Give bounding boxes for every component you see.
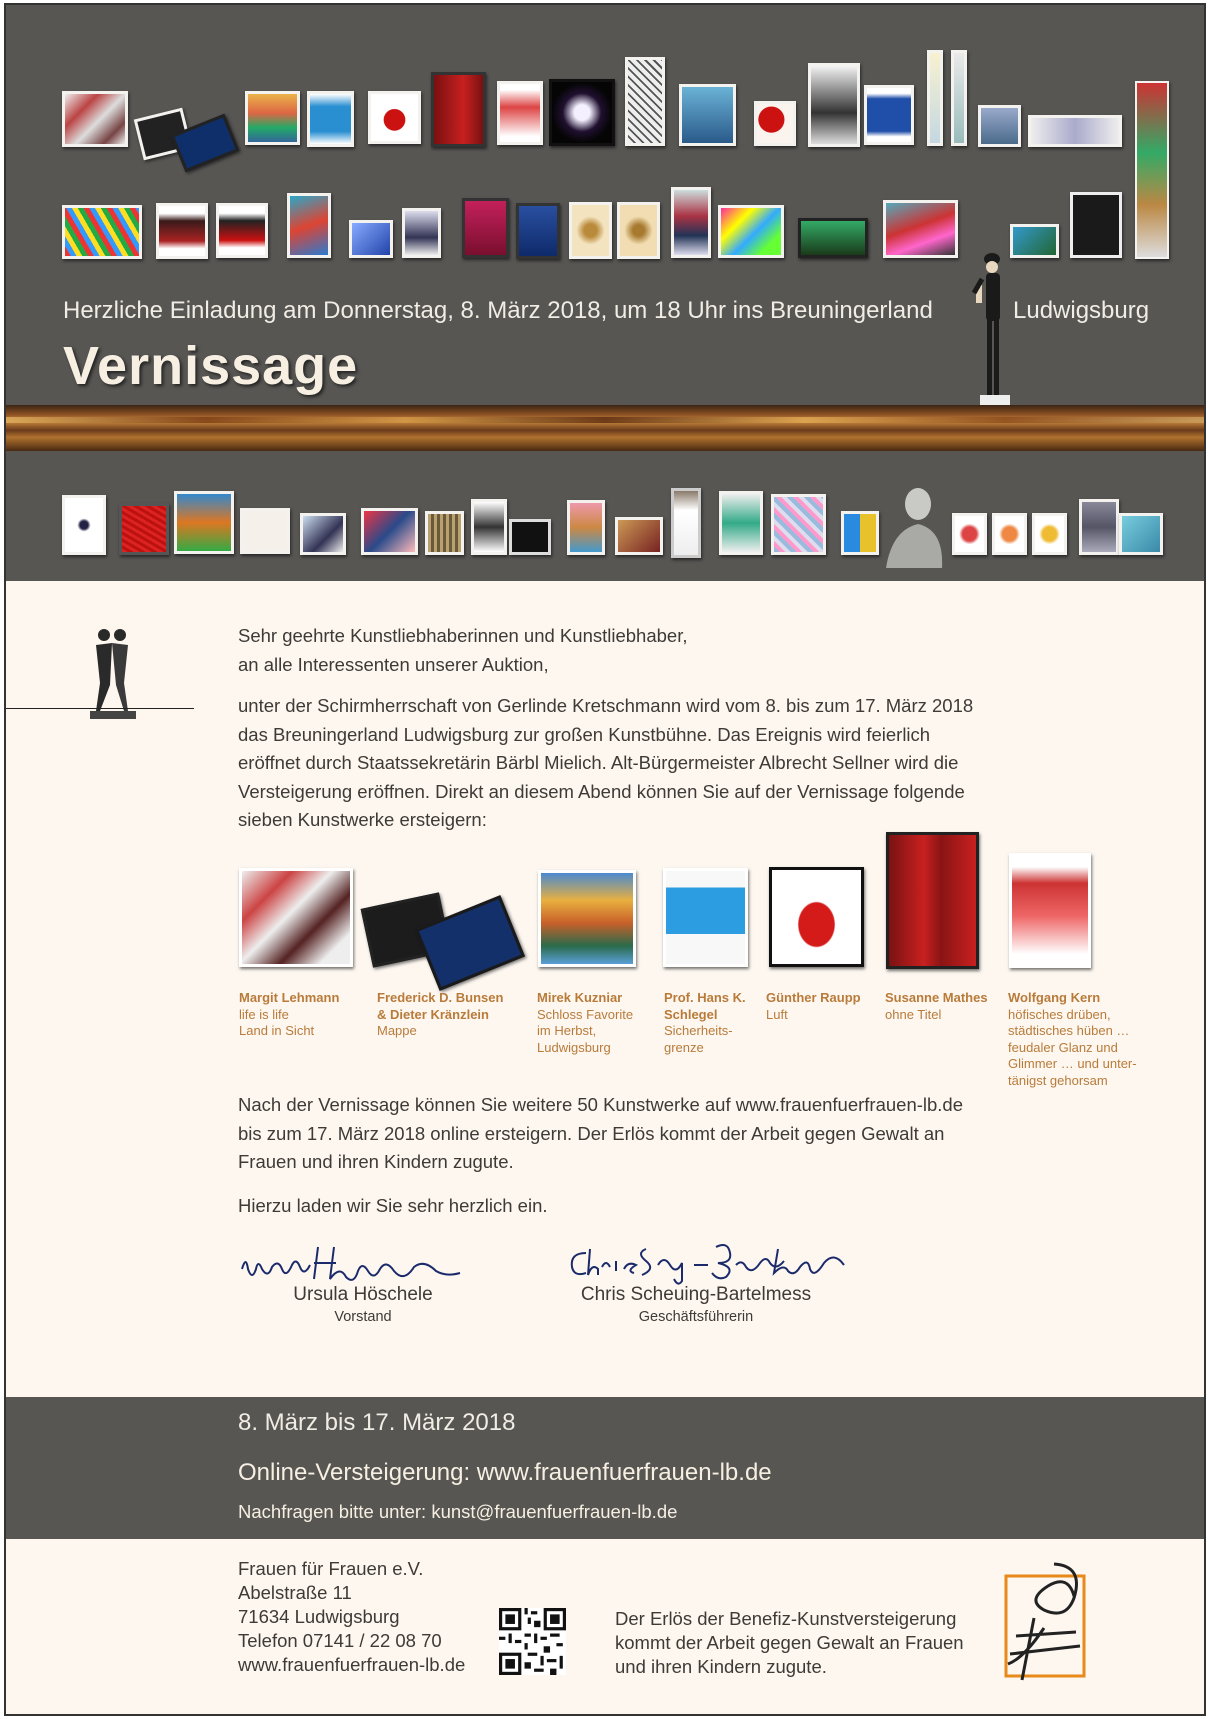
artwork-thumbnail bbox=[719, 491, 763, 555]
artwork-thumbnail bbox=[617, 202, 660, 259]
artwork-thumbnail bbox=[156, 203, 208, 259]
paragraph-line: Nach der Vernissage können Sie weitere 50 Kunstwerke auf www.frauenfuerfrauen-lb.de bbox=[238, 1094, 964, 1115]
online-auction-link[interactable]: Online-Versteigerung: www.frauenfuerfrauen-lb.de bbox=[238, 1459, 772, 1486]
artwork-title: Ludwigsburg bbox=[537, 1039, 611, 1055]
artist-name: Wolfgang Kern bbox=[1008, 990, 1101, 1005]
caption-mathes bbox=[885, 990, 988, 1023]
caption-lehmann bbox=[239, 990, 339, 1040]
address-line: Frauen für Frauen e.V. bbox=[238, 1558, 424, 1579]
artwork-title: Luft bbox=[766, 1006, 788, 1022]
artwork-thumbnail bbox=[1070, 192, 1122, 258]
artwork-thumbnail bbox=[62, 91, 128, 147]
artwork-thumbnail bbox=[927, 50, 943, 146]
artwork-thumbnail bbox=[1028, 115, 1122, 147]
artwork-thumbnail bbox=[516, 203, 560, 259]
paragraph-line: eröffnet durch Staatssekretärin Bärbl Mielich. Alt-Bürgermeister Albrecht Sellner wird die bbox=[238, 752, 959, 774]
artwork-thumbnail bbox=[368, 91, 421, 144]
artwork-title: Glimmer … und unter- bbox=[1008, 1056, 1137, 1071]
greeting-line: an alle Interessenten unserer Auktion, bbox=[238, 653, 549, 675]
artwork-thumbnail bbox=[425, 511, 464, 555]
city-label: Ludwigsburg bbox=[1013, 297, 1150, 324]
page-title: Vernissage bbox=[63, 336, 359, 396]
artwork-thumbnail bbox=[240, 508, 290, 554]
artwork-thumbnail bbox=[509, 519, 551, 555]
artwork-image-schlegel bbox=[663, 868, 748, 967]
caption-kuzniar bbox=[537, 990, 633, 1056]
artwork-thumbnail bbox=[349, 220, 393, 258]
artwork-thumbnail bbox=[671, 187, 711, 258]
shelf-highlight bbox=[6, 417, 1204, 423]
artwork-thumbnail bbox=[62, 495, 106, 555]
bust-sculpture-icon bbox=[878, 486, 948, 570]
artwork-thumbnail bbox=[978, 105, 1021, 147]
signatory-name: Ursula Höschele bbox=[293, 1284, 433, 1305]
artwork-thumbnail bbox=[216, 203, 268, 258]
organisation-logo-icon bbox=[994, 1558, 1094, 1683]
artwork-thumbnail bbox=[992, 513, 1027, 555]
artwork-title: tänigst gehorsam bbox=[1008, 1072, 1108, 1088]
artwork-title: ohne Titel bbox=[885, 1006, 942, 1022]
artwork-thumbnail bbox=[1032, 513, 1067, 555]
invitation-line: Herzliche Einladung am Donnerstag, 8. März 2018, um 18 Uhr ins Breuningerland bbox=[63, 297, 933, 324]
artwork-thumbnail bbox=[471, 499, 507, 555]
signatory-role: Vorstand bbox=[334, 1309, 392, 1325]
note-line: und ihren Kindern zugute. bbox=[615, 1656, 827, 1677]
date-range: 8. März bis 17. März 2018 bbox=[238, 1409, 516, 1436]
artwork-image-lehmann bbox=[239, 868, 353, 967]
artwork-thumbnail bbox=[679, 84, 736, 146]
artwork-thumbnail bbox=[402, 208, 441, 258]
paragraph-line: sieben Kunstwerke ersteigern: bbox=[238, 809, 487, 831]
sculpture-figure-icon bbox=[966, 249, 1012, 419]
qr-code-icon[interactable] bbox=[499, 1608, 566, 1675]
divider-line bbox=[6, 708, 194, 709]
address-line: 71634 Ludwigsburg bbox=[238, 1606, 400, 1627]
artwork-title: life is life bbox=[239, 1006, 289, 1022]
greeting bbox=[238, 622, 687, 679]
artwork-image-raupp bbox=[769, 867, 864, 967]
artwork-thumbnail bbox=[951, 50, 967, 146]
artwork-thumbnail bbox=[841, 511, 879, 555]
artwork-title: im Herbst, bbox=[537, 1023, 597, 1038]
artist-name: & Dieter Kränzlein bbox=[377, 1006, 489, 1022]
artwork-thumbnail bbox=[307, 91, 354, 147]
artwork-image-mathes bbox=[886, 832, 979, 969]
artwork-title: städtisches hüben … bbox=[1008, 1023, 1130, 1038]
artwork-thumbnail bbox=[671, 488, 701, 558]
artwork-title: Sicherheits- bbox=[664, 1023, 733, 1038]
artwork-image-kuzniar bbox=[538, 870, 636, 967]
handwritten-signature-icon bbox=[238, 1239, 510, 1287]
website-link[interactable]: www.frauenfuerfrauen-lb.de bbox=[238, 1654, 466, 1675]
artwork-thumbnail bbox=[62, 205, 142, 259]
header-gallery bbox=[6, 5, 1204, 581]
artwork-thumbnail bbox=[1010, 224, 1059, 258]
signatory-name: Chris Scheuing-Bartelmess bbox=[580, 1284, 812, 1305]
invitation-page bbox=[4, 3, 1206, 1716]
artwork-thumbnail bbox=[462, 198, 509, 258]
artwork-thumbnail bbox=[771, 494, 826, 555]
artwork-thumbnail bbox=[864, 85, 914, 145]
wooden-shelf-band bbox=[6, 405, 1204, 451]
artwork-thumbnail bbox=[798, 218, 868, 258]
artwork-thumbnail bbox=[625, 57, 665, 146]
paragraph-line: bis zum 17. März 2018 online ersteigern. Der Erlös kommt der Arbeit gegen Gewalt an bbox=[238, 1122, 945, 1144]
artist-name: Frederick D. Bunsen bbox=[377, 990, 504, 1005]
paragraph-line: unter der Schirmherrschaft von Gerlinde Kretschmann wird vom 8. bis zum 17. März 2018 bbox=[238, 695, 974, 716]
online-paragraph bbox=[238, 1091, 963, 1177]
artist-name: Schlegel bbox=[664, 1006, 718, 1022]
artwork-thumbnail bbox=[245, 91, 300, 145]
paragraph-line: das Breuningerland Ludwigsburg zur großen Kunstbühne. Das Ereignis wird feierlich bbox=[238, 723, 931, 745]
artwork-thumbnail bbox=[1119, 513, 1163, 555]
artwork-thumbnail bbox=[549, 79, 615, 146]
artwork-thumbnail bbox=[174, 491, 234, 554]
artwork-thumbnail bbox=[952, 513, 987, 555]
artwork-title: Schloss Favorite bbox=[537, 1006, 634, 1022]
proceeds-note bbox=[615, 1607, 964, 1679]
artwork-thumbnail bbox=[718, 205, 784, 258]
artwork-title: höfisches drüben, bbox=[1008, 1006, 1111, 1022]
couple-sculpture-icon bbox=[82, 625, 142, 721]
paragraph-line: Frauen und ihren Kindern zugute. bbox=[238, 1151, 514, 1173]
artwork-title: Land in Sicht bbox=[239, 1023, 315, 1038]
caption-bunsen bbox=[377, 990, 503, 1040]
address-line: Telefon 07141 / 22 08 70 bbox=[238, 1630, 442, 1651]
handwritten-signature-icon bbox=[566, 1239, 862, 1287]
artist-name: Susanne Mathes bbox=[885, 990, 988, 1005]
artwork-thumbnail bbox=[361, 508, 418, 555]
artwork-thumbnail bbox=[497, 81, 543, 145]
artist-name: Prof. Hans K. bbox=[664, 990, 746, 1005]
caption-schlegel bbox=[664, 990, 746, 1056]
artwork-title: feudaler Glanz und bbox=[1008, 1039, 1118, 1055]
artwork-image-kern bbox=[1009, 853, 1091, 968]
artwork-thumbnail bbox=[754, 101, 796, 146]
note-line: kommt der Arbeit gegen Gewalt an Frauen bbox=[615, 1632, 964, 1653]
caption-raupp bbox=[766, 990, 861, 1023]
intro-paragraph bbox=[238, 692, 973, 835]
artwork-title: grenze bbox=[664, 1039, 704, 1055]
address-line: Abelstraße 11 bbox=[238, 1582, 352, 1603]
signatory-role: Geschäftsführerin bbox=[638, 1309, 754, 1325]
caption-kern bbox=[1008, 990, 1137, 1089]
artwork-thumbnail bbox=[883, 200, 958, 258]
greeting-line: Sehr geehrte Kunstliebhaberinnen und Kunstliebhaber, bbox=[238, 625, 688, 646]
artwork-thumbnail bbox=[808, 63, 860, 147]
contact-email[interactable]: Nachfragen bitte unter: kunst@frauenfuerfrauen-lb.de bbox=[238, 1501, 678, 1522]
address-block bbox=[238, 1557, 465, 1677]
artist-name: Mirek Kuzniar bbox=[537, 990, 623, 1005]
artwork-thumbnail bbox=[431, 72, 486, 147]
artwork-thumbnail bbox=[1135, 81, 1169, 259]
note-line: Der Erlös der Benefiz-Kunstversteigerung bbox=[615, 1608, 957, 1629]
artwork-thumbnail bbox=[567, 500, 605, 555]
artwork-thumbnail bbox=[1079, 499, 1119, 555]
artwork-thumbnail bbox=[300, 513, 346, 555]
artwork-thumbnail bbox=[569, 202, 612, 259]
artwork-title: Mappe bbox=[377, 1023, 417, 1038]
artwork-thumbnail bbox=[287, 193, 331, 258]
artist-name: Margit Lehmann bbox=[239, 990, 340, 1005]
paragraph-line: Versteigerung eröffnen. Direkt an diesem Abend können Sie auf der Vernissage folgende bbox=[238, 780, 965, 802]
artwork-thumbnail bbox=[119, 503, 169, 555]
artwork-thumbnail bbox=[615, 517, 663, 555]
closing-line: Hierzu laden wir Sie sehr herzlich ein. bbox=[238, 1195, 548, 1216]
artist-name: Günther Raupp bbox=[766, 990, 861, 1005]
